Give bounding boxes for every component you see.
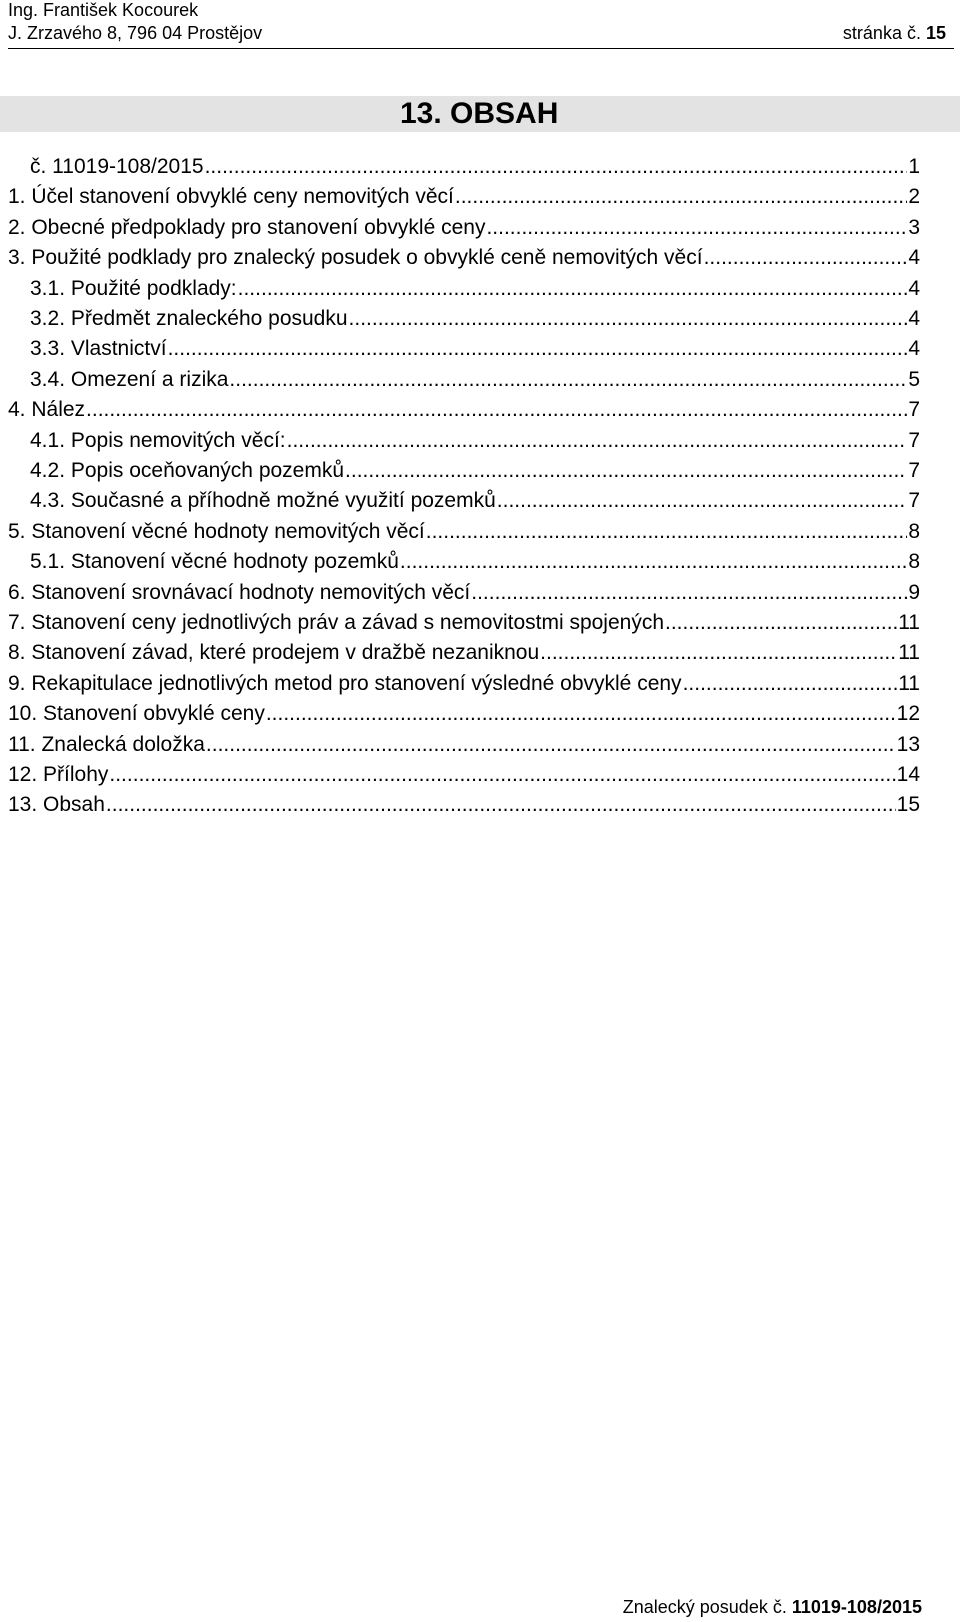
- toc-entry-label: 4. Nález: [8, 398, 86, 421]
- toc-entry-label: 12. Přílohy: [8, 763, 109, 786]
- toc-entry-label: 13. Obsah: [8, 793, 105, 816]
- toc-leader-dots: [426, 519, 908, 545]
- toc-leader-dots: [266, 701, 896, 727]
- toc-entry[interactable]: [30, 154, 920, 180]
- toc-entry-page: 14: [896, 763, 920, 786]
- toc-entry-label: 3.4. Omezení a rizika: [30, 368, 229, 391]
- toc-entry-page: 7: [908, 429, 920, 452]
- page-number: 15: [925, 23, 946, 43]
- toc-entry-label: 2. Obecné předpoklady pro stanovení obvyklé ceny: [8, 216, 486, 239]
- toc-entry-page: 1: [908, 155, 920, 178]
- toc-entry-page: 4: [908, 246, 920, 269]
- toc-entry-label: 6. Stanovení srovnávací hodnoty nemovitých věcí: [8, 581, 471, 604]
- toc-entry[interactable]: [8, 184, 920, 210]
- toc-entry[interactable]: [8, 397, 920, 423]
- toc-entry[interactable]: [8, 215, 920, 241]
- toc-entry-page: 4: [908, 307, 920, 330]
- toc-entry-page: 3: [908, 216, 920, 239]
- toc-entry-page: 2: [908, 185, 920, 208]
- page-label: stránka č.: [842, 23, 921, 43]
- toc-leader-dots: [109, 762, 895, 788]
- page-footer: [623, 1596, 922, 1618]
- toc-entry-label: 3.1. Použité podklady:: [30, 277, 237, 300]
- toc-entry[interactable]: [30, 549, 920, 575]
- toc-entry[interactable]: [8, 762, 920, 788]
- toc-leader-dots: [229, 367, 907, 393]
- toc-entry-page: 4: [908, 337, 920, 360]
- toc-entry[interactable]: [8, 610, 920, 636]
- toc-leader-dots: [455, 184, 907, 210]
- toc-entry-page: 15: [896, 793, 920, 816]
- toc-leader-dots: [683, 671, 898, 697]
- toc-entry[interactable]: [30, 488, 920, 514]
- toc-entry[interactable]: [30, 367, 920, 393]
- toc-leader-dots: [400, 549, 907, 575]
- toc-entry-page: 9: [908, 581, 920, 604]
- toc-entry-page: 11: [898, 641, 920, 664]
- footer-number: 11019-108/2015: [791, 1597, 922, 1617]
- toc-leader-dots: [471, 580, 907, 606]
- toc-entry[interactable]: [8, 792, 920, 818]
- toc-entry-page: 12: [896, 702, 920, 725]
- toc-leader-dots: [704, 245, 908, 271]
- toc-entry-page: 7: [908, 459, 920, 482]
- toc-entry-label: 4.2. Popis oceňovaných pozemků: [30, 459, 345, 482]
- toc-entry-page: 7: [908, 398, 920, 421]
- toc-entry[interactable]: [8, 640, 920, 666]
- toc-entry[interactable]: [30, 336, 920, 362]
- toc-leader-dots: [486, 215, 907, 241]
- toc-entry[interactable]: [30, 458, 920, 484]
- toc-entry[interactable]: [8, 519, 920, 545]
- toc-leader-dots: [238, 276, 908, 302]
- toc-entry-page: 8: [908, 520, 920, 543]
- toc-leader-dots: [540, 640, 897, 666]
- toc-entry-label: 1. Účel stanovení obvyklé ceny nemovitých věcí: [8, 185, 454, 208]
- toc-entry[interactable]: [30, 306, 920, 332]
- author-address: J. Zrzavého 8, 796 04 Prostějov: [8, 23, 263, 43]
- toc-entry-label: 11. Znalecká doložka: [8, 733, 205, 756]
- toc-entry[interactable]: [8, 671, 920, 697]
- toc-entry-label: 8. Stanovení závad, které prodejem v dražbě nezaniknou: [8, 641, 540, 664]
- toc-leader-dots: [497, 488, 908, 514]
- toc-entry-label: 4.1. Popis nemovitých věcí:: [30, 429, 286, 452]
- toc-entry[interactable]: [8, 580, 920, 606]
- toc-entry[interactable]: [8, 701, 920, 727]
- toc-entry[interactable]: [8, 245, 920, 271]
- toc-entry-page: 13: [896, 733, 920, 756]
- toc-entry-page: 11: [898, 672, 920, 695]
- toc-entry[interactable]: [30, 428, 920, 454]
- toc-entry-label: 5.1. Stanovení věcné hodnoty pozemků: [30, 550, 399, 573]
- toc-entry[interactable]: [30, 276, 920, 302]
- toc-entry-label: 3. Použité podklady pro znalecký posudek o obvyklé ceně nemovitých věcí: [8, 246, 703, 269]
- toc-entry[interactable]: [8, 732, 920, 758]
- page-title: 13. OBSAH: [400, 97, 559, 130]
- toc-entry-label: č. 11019-108/2015: [30, 155, 204, 178]
- toc-entry-label: 4.3. Současné a příhodně možné využití pozemků: [30, 489, 496, 512]
- toc-entry-label: 9. Rekapitulace jednotlivých metod pro stanovení výsledné obvyklé ceny: [8, 672, 682, 695]
- author-name: Ing. František Kocourek: [8, 0, 199, 20]
- toc-leader-dots: [287, 428, 908, 454]
- toc-entry-label: 7. Stanovení ceny jednotlivých práv a závad s nemovitostmi spojených: [8, 611, 665, 634]
- page-indicator: [843, 22, 946, 44]
- toc-leader-dots: [205, 154, 908, 180]
- toc-leader-dots: [168, 336, 908, 362]
- toc-entry-page: 8: [908, 550, 920, 573]
- toc-entry-label: 5. Stanovení věcné hodnoty nemovitých věcí: [8, 520, 425, 543]
- toc-entry-label: 3.3. Vlastnictví: [30, 337, 167, 360]
- toc-leader-dots: [206, 732, 896, 758]
- toc-leader-dots: [349, 306, 908, 332]
- toc-leader-dots: [86, 397, 907, 423]
- footer-label: Znalecký posudek č.: [622, 1597, 787, 1617]
- toc-leader-dots: [345, 458, 907, 484]
- toc-leader-dots: [106, 792, 896, 818]
- toc-entry-label: 10. Stanovení obvyklé ceny: [8, 702, 265, 725]
- page-header: [8, 0, 954, 49]
- toc-entry-page: 7: [908, 489, 920, 512]
- toc-entry-page: 5: [908, 368, 920, 391]
- toc-entry-page: 11: [898, 611, 920, 634]
- toc-entry-page: 4: [908, 277, 920, 300]
- toc-leader-dots: [665, 610, 897, 636]
- toc-entry-label: 3.2. Předmět znaleckého posudku: [30, 307, 348, 330]
